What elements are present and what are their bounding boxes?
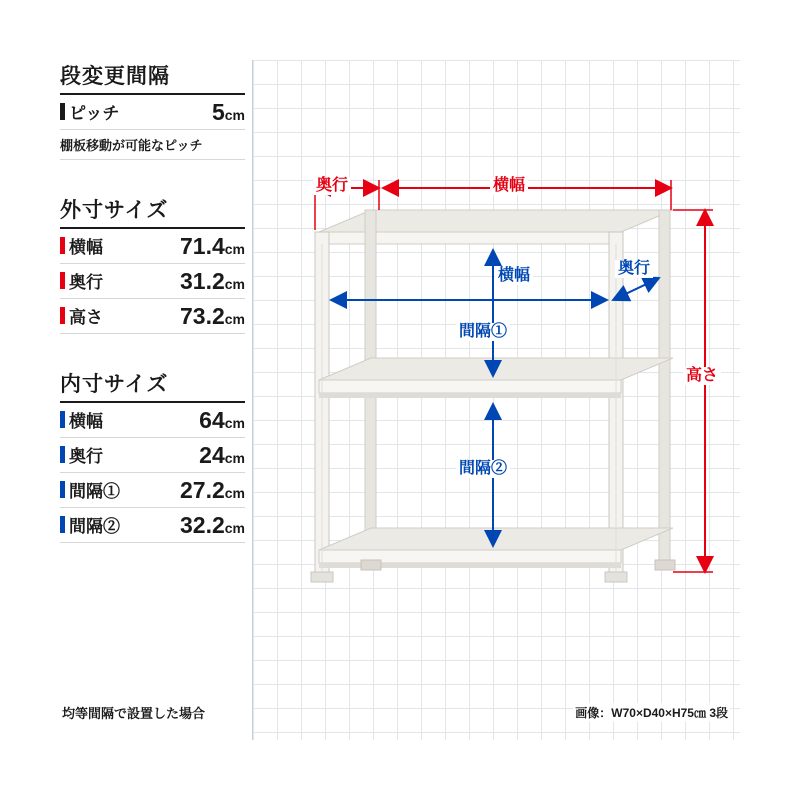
shelf-diagram	[252, 60, 740, 740]
spec-label-outer-depth	[60, 268, 103, 293]
spec-value-inner-width	[199, 407, 245, 434]
spec-value-outer-width	[180, 233, 245, 260]
spec-label-text: 間隔②	[69, 517, 120, 536]
spec-label-text: 奥行	[69, 273, 103, 292]
spec-label-text: ピッチ	[69, 104, 120, 123]
spec-value-unit: cm	[224, 107, 245, 123]
spec-value-number: 27.2	[180, 477, 225, 503]
section-title-pitch: 段変更間隔	[60, 60, 245, 95]
section-title-inner: 内寸サイズ	[60, 368, 245, 403]
spec-row-outer-width	[60, 229, 245, 264]
spec-label-text: 奥行	[69, 447, 103, 466]
spec-value-unit: cm	[224, 241, 245, 257]
spec-value-number: 24	[199, 442, 225, 468]
spec-row-outer-depth	[60, 264, 245, 299]
spec-row-gap2	[60, 508, 245, 543]
panel-footnote: 均等間隔で設置した場合	[62, 706, 206, 721]
spec-value-unit: cm	[224, 415, 245, 431]
spec-value-outer-depth	[180, 268, 245, 295]
label-gap1: 間隔①	[456, 323, 510, 341]
spec-value-number: 73.2	[180, 303, 225, 329]
spec-row-pitch	[60, 95, 245, 130]
pitch-note: 棚板移動が可能なピッチ	[60, 130, 245, 160]
spec-label-outer-height	[60, 303, 103, 328]
spec-label-text: 高さ	[69, 308, 103, 327]
spec-value-pitch	[212, 99, 245, 126]
spec-value-number: 5	[211, 99, 225, 125]
spec-label-text: 横幅	[69, 412, 103, 431]
accent-bar-icon	[60, 411, 65, 428]
accent-bar-icon	[60, 307, 65, 324]
label-outer-depth: 奥行	[313, 177, 351, 195]
spec-value-unit: cm	[224, 311, 245, 327]
spec-label-gap2	[60, 512, 120, 537]
spec-label-text: 横幅	[69, 238, 103, 257]
spec-row-outer-height	[60, 299, 245, 334]
spec-row-inner-width	[60, 403, 245, 438]
spec-label-gap1	[60, 477, 120, 502]
accent-bar-icon	[60, 481, 65, 498]
shelf-illustration	[253, 60, 741, 740]
label-outer-height: 高さ	[683, 367, 721, 385]
spec-label-outer-width	[60, 233, 103, 258]
accent-bar-icon	[60, 237, 65, 254]
accent-bar-icon	[60, 446, 65, 463]
spec-label-text: 間隔①	[69, 482, 120, 501]
spacer	[60, 334, 255, 368]
spec-value-number: 64	[199, 407, 225, 433]
spec-value-unit: cm	[224, 485, 245, 501]
spec-label-pitch	[60, 99, 119, 124]
spec-value-unit: cm	[224, 450, 245, 466]
accent-bar-icon	[60, 516, 65, 533]
accent-bar-icon	[60, 103, 65, 120]
label-inner-depth: 奥行	[615, 260, 653, 278]
spec-value-number: 71.4	[180, 233, 225, 259]
spec-value-unit: cm	[224, 520, 245, 536]
spec-value-unit: cm	[224, 276, 245, 292]
label-outer-width: 横幅	[490, 177, 528, 195]
spec-value-number: 31.2	[180, 268, 225, 294]
diagram-caption: 画像：W70×D40×H75㎝ 3段	[573, 703, 730, 722]
spec-row-gap1	[60, 473, 245, 508]
spec-value-gap1	[180, 477, 245, 504]
spec-value-inner-depth	[199, 442, 245, 469]
section-title-outer: 外寸サイズ	[60, 194, 245, 229]
spec-value-number: 32.2	[180, 512, 225, 538]
spacer	[60, 160, 255, 194]
spec-value-gap2	[180, 512, 245, 539]
spec-label-inner-width	[60, 407, 103, 432]
spec-value-outer-height	[180, 303, 245, 330]
accent-bar-icon	[60, 272, 65, 289]
spec-label-inner-depth	[60, 442, 103, 467]
spec-panel	[60, 60, 255, 543]
spec-row-inner-depth	[60, 438, 245, 473]
label-inner-width: 横幅	[495, 267, 533, 285]
label-gap2: 間隔②	[456, 460, 510, 478]
